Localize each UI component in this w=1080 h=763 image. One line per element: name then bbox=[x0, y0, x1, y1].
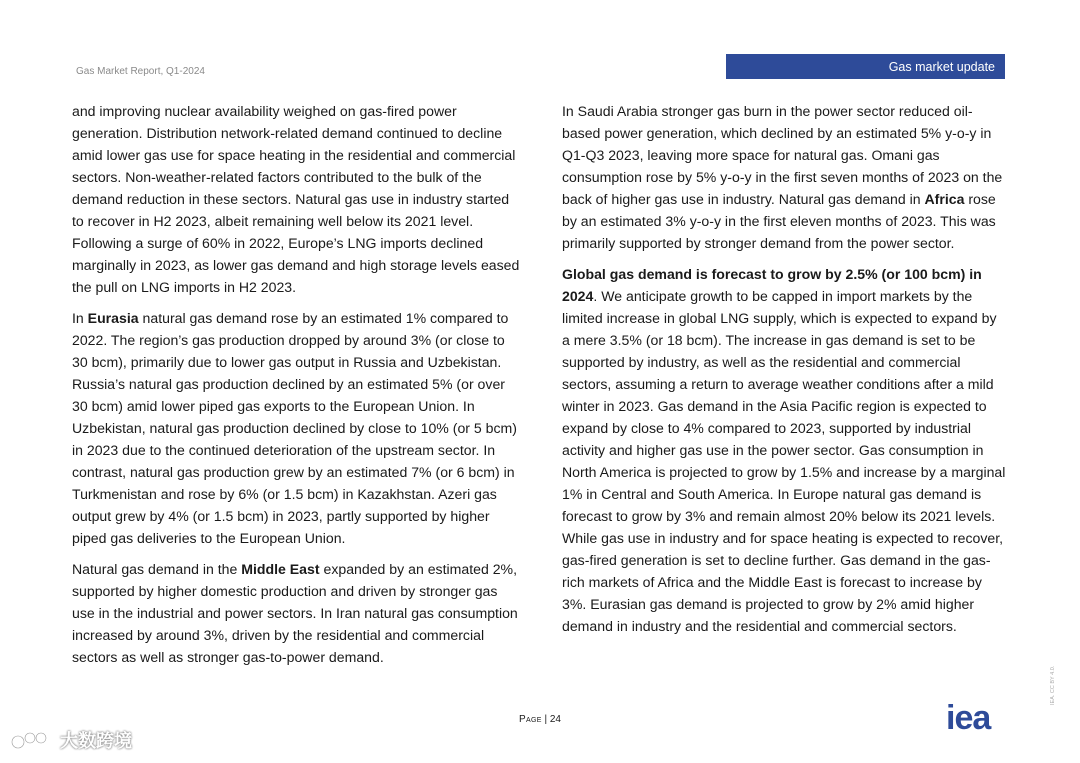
text: rose by an estimated 3% y-o-y in the first eleven months of 2023. This was primarily supported by stronger demand from the power sector. bbox=[562, 191, 996, 251]
license-tag: IEA. CC BY 4.0. bbox=[1050, 665, 1056, 705]
watermark bbox=[10, 727, 132, 753]
bold-lead-global-forecast: Global gas demand is forecast to grow by 2.5% (or 100 bcm) in 2024 bbox=[562, 266, 982, 304]
page-number: 24 bbox=[549, 714, 561, 725]
section-label: Gas market update bbox=[888, 59, 995, 74]
bold-term-africa: Africa bbox=[924, 191, 965, 207]
watermark-icon bbox=[10, 728, 54, 752]
left-column bbox=[72, 100, 522, 677]
right-column bbox=[562, 100, 1008, 646]
paragraph-global-forecast bbox=[562, 263, 1008, 637]
page-label: Page bbox=[519, 714, 542, 725]
page-separator: | bbox=[541, 714, 550, 725]
text: In bbox=[72, 310, 88, 326]
paragraph-europe-continued: and improving nuclear availability weighed on gas-fired power generation. Distribution network-related demand continued to decline amid lower gas use for space heating in the residential and commercial sectors. Non-weather-related factors contributed to the bulk of the demand reduction in these sectors. Natural gas use in industry started to recover in H2 2023, albeit remaining well below its 2021 level. Following a surge of 60% in 2022, Europe’s LNG imports declined marginally in 2023, as lower gas demand and high storage levels eased the pull on LNG imports in H2 2023. bbox=[72, 103, 520, 295]
text: Natural gas demand in the bbox=[72, 561, 242, 577]
page-footer bbox=[0, 714, 1080, 725]
paragraph-middle-east bbox=[72, 558, 522, 668]
bold-term-eurasia: Eurasia bbox=[87, 310, 139, 326]
logo-text: iea bbox=[946, 702, 991, 734]
watermark-text: 大数跨境 bbox=[60, 731, 132, 751]
iea-logo bbox=[946, 702, 1008, 734]
paragraph-saudi-africa bbox=[562, 100, 1008, 254]
bold-term-middle-east: Middle East bbox=[241, 561, 320, 577]
section-banner bbox=[726, 54, 1005, 79]
text: expanded by an estimated 2%, supported by higher domestic production and driven by stronger gas use in the industrial and power sectors. In Iran natural gas consumption increased by around 3%, driven by the residential and commercial sectors as well as stronger gas-to-power demand. bbox=[72, 561, 518, 665]
text: natural gas demand rose by an estimated 1% compared to 2022. The region’s gas production dropped by around 3% (or close to 30 bcm), primarily due to lower gas output in Russia and Uzbekistan. Russia’s natural gas production declined by an estimated 5% (or over 30 bcm) amid lower piped gas exports to the European Union. In Uzbekistan, natural gas production declined by close to 10% (or 5 bcm) in 2023 due to the continued deterioration of the upstream sector. In contrast, natural gas production grew by an estimated 7% (or 6 bcm) in Turkmenistan and rose by 6% (or 1.5 bcm) in Kazakhstan. Azeri gas output grew by 4% (or 1.5 bcm) in 2023, partly supported by higher piped gas deliveries to the European Union. bbox=[72, 310, 517, 546]
text: . We anticipate growth to be capped in import markets by the limited increase in global LNG supply, which is expected to expand by a mere 3.5% (or 18 bcm). The increase in gas demand is set to be supported by industry, as well as the residential and commercial sectors, assuming a return to average weather conditions after a mild winter in 2023. Gas demand in the Asia Pacific region is expected to expand by close to 4% compared to 2023, supported by industrial activity and higher gas use in the power sector. Gas consumption in North America is projected to grow by 1.5% and increase by a marginal 1% in Central and South America. In Europe natural gas demand is forecast to grow by 3% and remain almost 20% below its 2021 levels. While gas use in industry and for space heating is expected to recover, gas-fired generation is set to decline further. Gas demand in the gas-rich markets of Africa and the Middle East is forecast to increase by 3%. Eurasian gas demand is projected to grow by 2% amid higher demand in industry and the residential and commercial sectors. bbox=[562, 288, 1006, 634]
paragraph-eurasia bbox=[72, 307, 522, 549]
report-title: Gas Market Report, Q1-2024 bbox=[76, 66, 205, 77]
text: In Saudi Arabia stronger gas burn in the power sector reduced oil-based power generation, which declined by an estimated 5% y-o-y in Q1-Q3 2023, leaving more space for natural gas. Omani gas consumption rose by 5% y-o-y in the first seven months of 2023 on the back of higher gas use in industry. Natural gas demand in bbox=[562, 103, 1003, 207]
